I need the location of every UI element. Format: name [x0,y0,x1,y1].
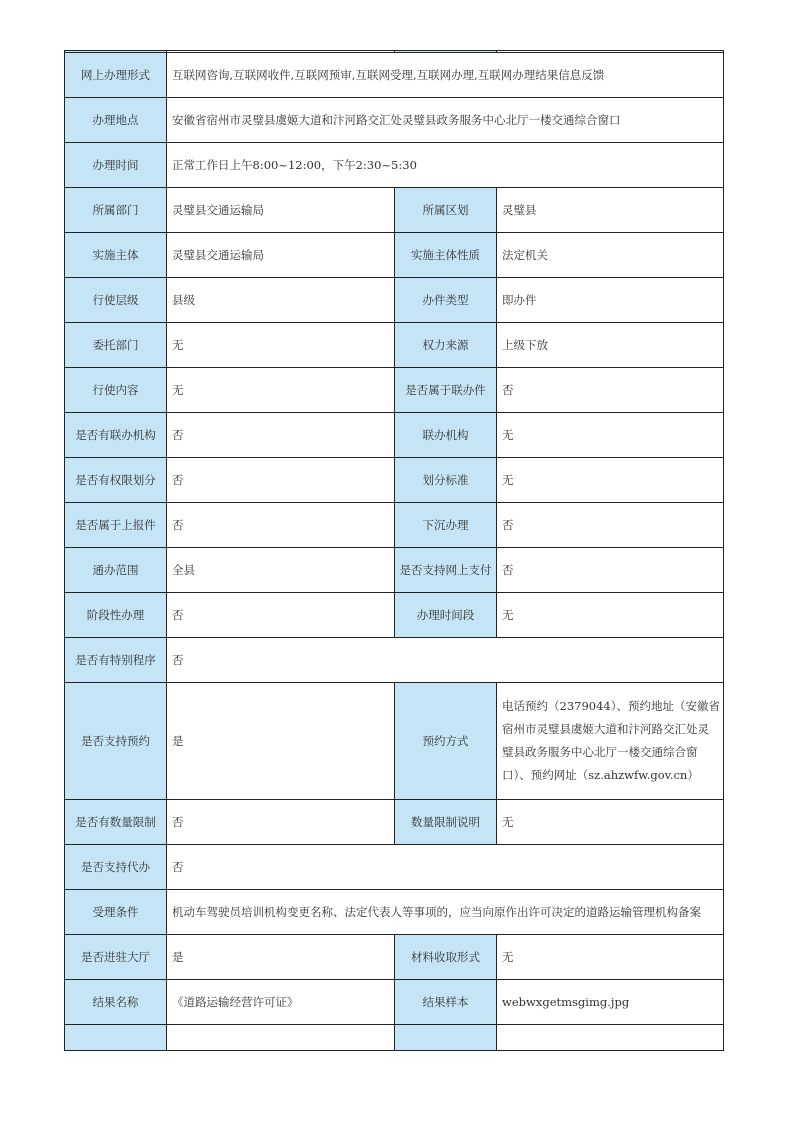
bottom-fragment-value2-cell [497,1025,724,1051]
stage-value: 否 [167,593,395,638]
hours-label: 办理时间 [65,143,167,188]
service-info-table [64,50,724,1051]
result-label: 结果名称 [65,980,167,1025]
content-label: 行使内容 [65,368,167,413]
quantity-desc-value: 无 [497,800,724,845]
division-label: 是否有权限划分 [65,458,167,503]
report-value: 否 [167,503,395,548]
service-info-sheet [64,50,723,1073]
table-row-content [65,368,724,413]
division-value: 否 [167,458,395,503]
joint-case-value: 否 [497,368,724,413]
subject-nature-label: 实施主体性质 [395,233,497,278]
table-row-joint [65,413,724,458]
power-source-label: 权力来源 [395,323,497,368]
subject-label: 实施主体 [65,233,167,278]
result-sample-label: 结果样本 [395,980,497,1025]
special-value: 否 [167,638,724,683]
table-row-entrust [65,323,724,368]
table-row-subject [65,233,724,278]
table-row-reserve [65,683,724,800]
proxy-label: 是否支持代办 [65,845,167,890]
online-pay-value: 否 [497,548,724,593]
sink-value: 否 [497,503,724,548]
stage-label: 阶段性办理 [65,593,167,638]
region-value: 灵璧县 [497,188,724,233]
material-form-label: 材料收取形式 [395,935,497,980]
quantity-value: 否 [167,800,395,845]
location-value: 安徽省宿州市灵璧县虞姬大道和汴河路交汇处灵璧县政务服务中心北厅一楼交通综合窗口 [167,98,724,143]
joint-org-value: 无 [497,413,724,458]
hall-value: 是 [167,935,395,980]
power-source-value: 上级下放 [497,323,724,368]
quantity-desc-label: 数量限制说明 [395,800,497,845]
quantity-label: 是否有数量限制 [65,800,167,845]
case-type-value: 即办件 [497,278,724,323]
table-row-level [65,278,724,323]
entrust-label: 委托部门 [65,323,167,368]
report-label: 是否属于上报件 [65,503,167,548]
table-row-hall [65,935,724,980]
result-value: 《道路运输经营许可证》 [167,980,395,1025]
content-value: 无 [167,368,395,413]
division-standard-label: 划分标准 [395,458,497,503]
table-row-bottom-fragment [65,1025,724,1051]
reserve-label: 是否支持预约 [65,683,167,800]
dept-value: 灵璧县交通运输局 [167,188,395,233]
result-sample-value: webwxgetmsgimg.jpg [497,980,724,1025]
table-row-location [65,98,724,143]
scope-value: 全县 [167,548,395,593]
table-row-online [65,53,724,98]
table-row-scope [65,548,724,593]
bottom-fragment-label-cell [65,1025,167,1051]
condition-label: 受理条件 [65,890,167,935]
time-period-value: 无 [497,593,724,638]
table-row-dept [65,188,724,233]
joint-org-flag-label: 是否有联办机构 [65,413,167,458]
table-row-special [65,638,724,683]
sink-label: 下沉办理 [395,503,497,548]
case-type-label: 办件类型 [395,278,497,323]
table-row-result [65,980,724,1025]
bottom-fragment-value-cell [167,1025,395,1051]
level-label: 行使层级 [65,278,167,323]
joint-case-label: 是否属于联办件 [395,368,497,413]
reserve-method-value: 电话预约（2379044）、预约地址（安徽省宿州市灵璧县虞姬大道和汴河路交汇处灵璧县政务服务中心北厅一楼交通综合窗口）、预约网址（sz.ahzwfw.gov.cn） [497,683,724,800]
subject-value: 灵璧县交通运输局 [167,233,395,278]
location-label: 办理地点 [65,98,167,143]
online-pay-label: 是否支持网上支付 [395,548,497,593]
table-row-report [65,503,724,548]
reserve-value: 是 [167,683,395,800]
condition-value: 机动车驾驶员培训机构变更名称、法定代表人等事项的，应当向原作出许可决定的道路运输管理机构备案 [167,890,724,935]
joint-org-flag-value: 否 [167,413,395,458]
proxy-value: 否 [167,845,724,890]
region-label: 所属区划 [395,188,497,233]
joint-org-label: 联办机构 [395,413,497,458]
table-row-condition [65,890,724,935]
hall-label: 是否进驻大厅 [65,935,167,980]
bottom-fragment-label2-cell [395,1025,497,1051]
table-row-proxy [65,845,724,890]
subject-nature-value: 法定机关 [497,233,724,278]
special-label: 是否有特别程序 [65,638,167,683]
dept-label: 所属部门 [65,188,167,233]
scope-label: 通办范围 [65,548,167,593]
hours-value: 正常工作日上午8:00~12:00，下午2:30~5:30 [167,143,724,188]
division-standard-value: 无 [497,458,724,503]
table-row-stage [65,593,724,638]
time-period-label: 办理时间段 [395,593,497,638]
table-row-quantity [65,800,724,845]
reserve-method-label: 预约方式 [395,683,497,800]
online-label: 网上办理形式 [65,53,167,98]
level-value: 县级 [167,278,395,323]
material-form-value: 无 [497,935,724,980]
table-row-hours [65,143,724,188]
entrust-value: 无 [167,323,395,368]
online-value: 互联网咨询,互联网收件,互联网预审,互联网受理,互联网办理,互联网办理结果信息反馈 [167,53,724,98]
table-row-division [65,458,724,503]
